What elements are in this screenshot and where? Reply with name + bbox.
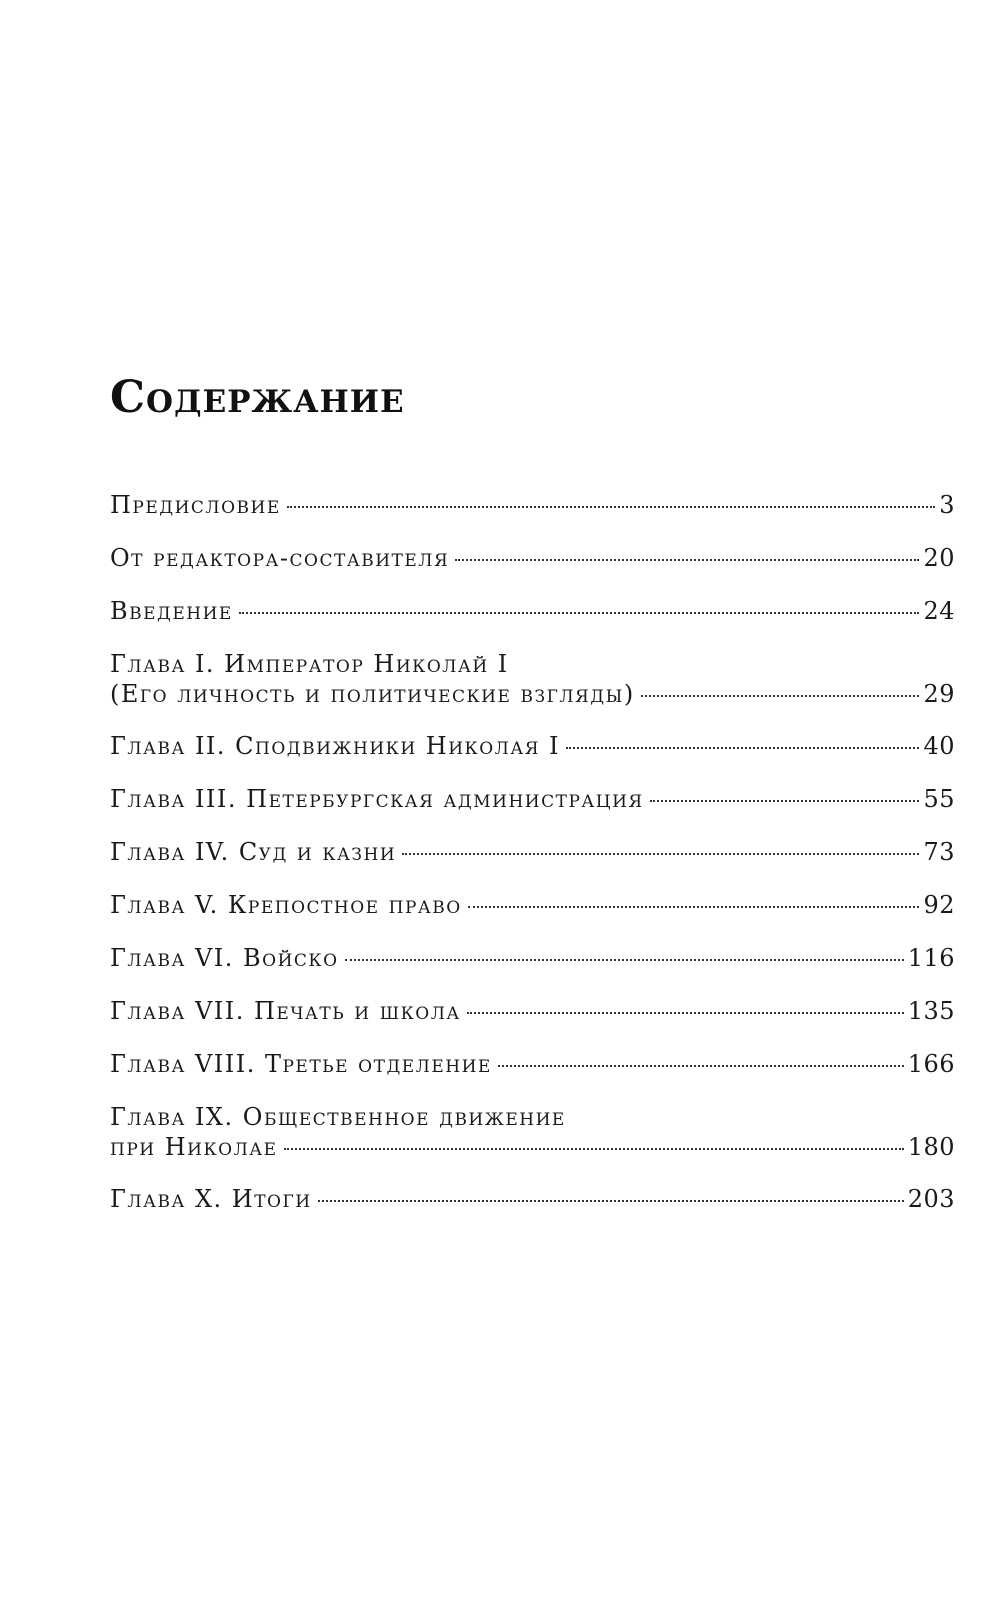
toc-entry-page: 55 bbox=[923, 785, 955, 813]
toc-entry-page: 116 bbox=[907, 944, 955, 972]
toc-entry bbox=[110, 890, 955, 920]
dot-leader bbox=[455, 559, 919, 561]
dot-leader bbox=[498, 1065, 904, 1067]
dot-leader bbox=[566, 747, 919, 749]
toc-entry-page: 203 bbox=[907, 1185, 955, 1213]
toc-entry bbox=[110, 1102, 955, 1162]
dot-leader bbox=[641, 695, 920, 697]
toc-entry-page: 92 bbox=[923, 891, 955, 919]
toc-entry-page: 29 bbox=[923, 680, 955, 708]
toc-entry bbox=[110, 1049, 955, 1079]
dot-leader bbox=[345, 959, 904, 961]
toc-entry-title: (Его личность и политические взгляды) bbox=[110, 680, 635, 708]
dot-leader bbox=[287, 506, 935, 508]
toc-entry bbox=[110, 996, 955, 1026]
toc-entry-title-line1: Глава IX. Общественное движение bbox=[110, 1103, 566, 1131]
toc-entry-title: Глава VIII. Третье отделение bbox=[110, 1050, 492, 1078]
toc-entry bbox=[110, 649, 955, 709]
toc-entry bbox=[110, 543, 955, 573]
toc-entry-page: 73 bbox=[923, 838, 955, 866]
toc-entry bbox=[110, 837, 955, 867]
toc-entry-page: 24 bbox=[923, 597, 955, 625]
toc-entry bbox=[110, 784, 955, 814]
page-title: Содержание bbox=[110, 372, 405, 423]
dot-leader bbox=[284, 1148, 904, 1150]
toc-entry-title: От редактора-составителя bbox=[110, 544, 450, 572]
toc-entry-title: Глава VII. Печать и школа bbox=[110, 997, 461, 1025]
toc-entry bbox=[110, 943, 955, 973]
dot-leader bbox=[467, 1012, 904, 1014]
toc-entry-page: 180 bbox=[907, 1133, 955, 1161]
toc-entry-title: Глава V. Крепостное право bbox=[110, 891, 462, 919]
toc-entry-page: 135 bbox=[907, 997, 955, 1025]
dot-leader bbox=[318, 1200, 904, 1202]
toc-entry-title: Глава IV. Суд и казни bbox=[110, 838, 397, 866]
dot-leader bbox=[239, 612, 920, 614]
toc-entry-title: Введение bbox=[110, 597, 233, 625]
toc-entry bbox=[110, 731, 955, 761]
toc-entry-page: 166 bbox=[907, 1050, 955, 1078]
toc-entry-title: Глава X. Итоги bbox=[110, 1185, 312, 1213]
dot-leader bbox=[402, 853, 919, 855]
dot-leader bbox=[468, 906, 920, 908]
toc-entry-title: Глава III. Петербургская администрация bbox=[110, 785, 644, 813]
toc-entry-page: 20 bbox=[923, 544, 955, 572]
dot-leader bbox=[650, 800, 920, 802]
toc-entry bbox=[110, 596, 955, 626]
toc-entry-page: 3 bbox=[939, 491, 955, 519]
toc-entry bbox=[110, 1184, 955, 1214]
table-of-contents bbox=[110, 490, 955, 1237]
toc-entry-title-line1: Глава I. Император Николай I bbox=[110, 650, 509, 678]
toc-entry-title: Глава VI. Войско bbox=[110, 944, 339, 972]
toc-entry-title: при Николае bbox=[110, 1133, 278, 1161]
toc-entry bbox=[110, 490, 955, 520]
toc-entry-page: 40 bbox=[923, 732, 955, 760]
toc-entry-title: Глава II. Сподвижники Николая I bbox=[110, 732, 561, 760]
toc-entry-title: Предисловие bbox=[110, 491, 281, 519]
